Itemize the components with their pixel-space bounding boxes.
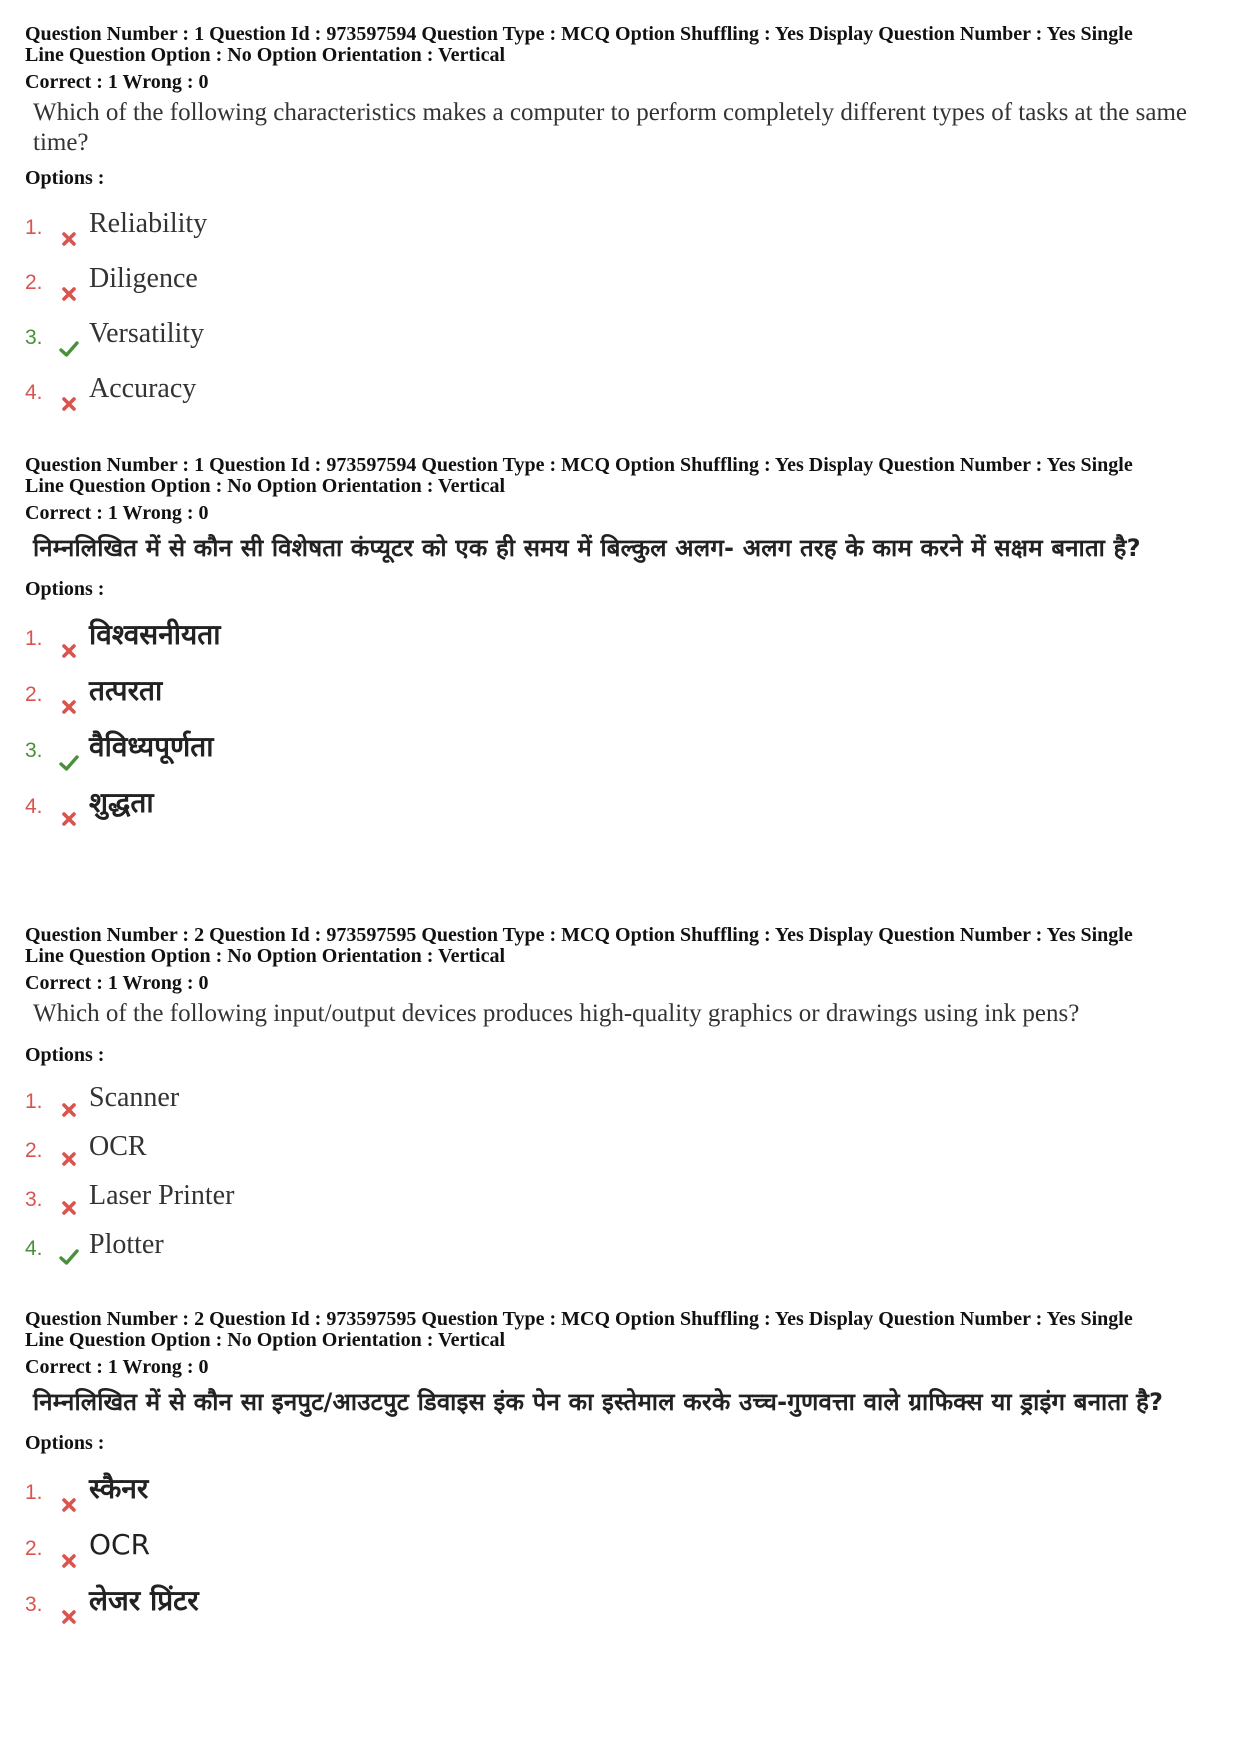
option-number: 2. [25,1537,43,1560]
options-list [25,607,1215,831]
option-number: 1. [25,627,43,650]
options-list [25,196,1215,416]
option-text: OCR [89,1131,147,1162]
question-block [25,24,1215,416]
option-row [25,251,1215,306]
cross-icon [53,1100,85,1120]
option-number: 1. [25,1090,43,1113]
cross-icon [53,394,85,414]
options-label: Options : [25,578,105,600]
option-text: Accuracy [89,373,197,404]
cross-icon [53,1149,85,1169]
check-icon [53,1247,85,1267]
check-icon [53,753,85,773]
option-text: लेजर प्रिंटर [89,1584,199,1617]
question-block [25,925,1215,1269]
check-icon [53,339,85,359]
option-text: विश्वसनीयता [89,618,221,651]
option-number: 1. [25,1481,43,1504]
option-number: 4. [25,795,43,818]
option-row [25,1073,1215,1122]
cross-icon [53,229,85,249]
option-row [25,1517,1215,1573]
option-row [25,361,1215,416]
question-meta: Question Number : 1 Question Id : 973597594 Question Type : MCQ Option Shuffling : Yes Display Question Number : Yes Single [25,454,1133,476]
question-meta: Question Number : 1 Question Id : 973597594 Question Type : MCQ Option Shuffling : Yes Display Question Number : Yes Single [25,23,1133,45]
question-meta-cont: Line Question Option : No Option Orientation : Vertical [25,945,506,967]
option-row [25,607,1215,663]
option-row [25,719,1215,775]
option-text: स्कैनर [89,1472,149,1505]
option-row [25,1122,1215,1171]
score-line: Correct : 1 Wrong : 0 [25,1356,209,1378]
option-number: 3. [25,1593,43,1616]
option-row [25,1573,1215,1629]
question-meta: Question Number : 2 Question Id : 973597595 Question Type : MCQ Option Shuffling : Yes Display Question Number : Yes Single [25,924,1133,946]
question-text: Which of the following input/output devices produces high-quality graphics or drawings using ink pens? [33,1000,1080,1027]
option-row [25,1220,1215,1269]
cross-icon [53,1198,85,1218]
option-text: OCR [89,1528,151,1561]
options-list [25,1461,1215,1629]
option-row [25,1461,1215,1517]
options-label: Options : [25,167,105,189]
question-meta-cont: Line Question Option : No Option Orientation : Vertical [25,44,506,66]
cross-icon [53,809,85,829]
option-number: 4. [25,381,43,404]
option-number: 3. [25,1188,43,1211]
question-text: Which of the following characteristics makes a computer to perform completely different types of tasks at the same time? [33,99,1188,156]
cross-icon [53,1551,85,1571]
option-text: Laser Printer [89,1180,235,1211]
option-text: Scanner [89,1082,180,1113]
option-number: 2. [25,683,43,706]
score-line: Correct : 1 Wrong : 0 [25,71,209,93]
option-row [25,196,1215,251]
option-row [25,1171,1215,1220]
question-block [25,1309,1215,1629]
question-meta-cont: Line Question Option : No Option Orientation : Vertical [25,475,506,497]
option-row [25,306,1215,361]
option-text: तत्परता [89,674,163,707]
option-text: Diligence [89,263,198,294]
question-text: निम्नलिखित में से कौन सा इनपुट/आउटपुट डिवाइस इंक पेन का इस्तेमाल करके उच्च-गुणवत्ता वाले ग्राफिक्स या ड्राइंग बनाता है? [33,1388,1164,1416]
option-number: 4. [25,1237,43,1260]
option-text: Plotter [89,1229,164,1260]
options-label: Options : [25,1432,105,1454]
options-list [25,1073,1215,1269]
option-number: 2. [25,271,43,294]
option-number: 3. [25,739,43,762]
option-row [25,775,1215,831]
cross-icon [53,1607,85,1627]
cross-icon [53,1495,85,1515]
option-number: 1. [25,216,43,239]
option-text: Reliability [89,208,208,239]
option-text: Versatility [89,318,205,349]
score-line: Correct : 1 Wrong : 0 [25,502,209,524]
cross-icon [53,697,85,717]
question-text: निम्नलिखित में से कौन सी विशेषता कंप्यूटर को एक ही समय में बिल्कुल अलग- अलग तरह के काम करने में सक्षम बनाता है? [33,534,1141,562]
question-meta: Question Number : 2 Question Id : 973597595 Question Type : MCQ Option Shuffling : Yes Display Question Number : Yes Single [25,1308,1133,1330]
option-text: शुद्धता [89,786,154,819]
option-number: 3. [25,326,43,349]
score-line: Correct : 1 Wrong : 0 [25,972,209,994]
option-row [25,663,1215,719]
cross-icon [53,284,85,304]
option-number: 2. [25,1139,43,1162]
option-text: वैविध्यपूर्णता [89,730,214,763]
question-block [25,455,1215,831]
question-meta-cont: Line Question Option : No Option Orientation : Vertical [25,1329,506,1351]
options-label: Options : [25,1044,105,1066]
cross-icon [53,641,85,661]
